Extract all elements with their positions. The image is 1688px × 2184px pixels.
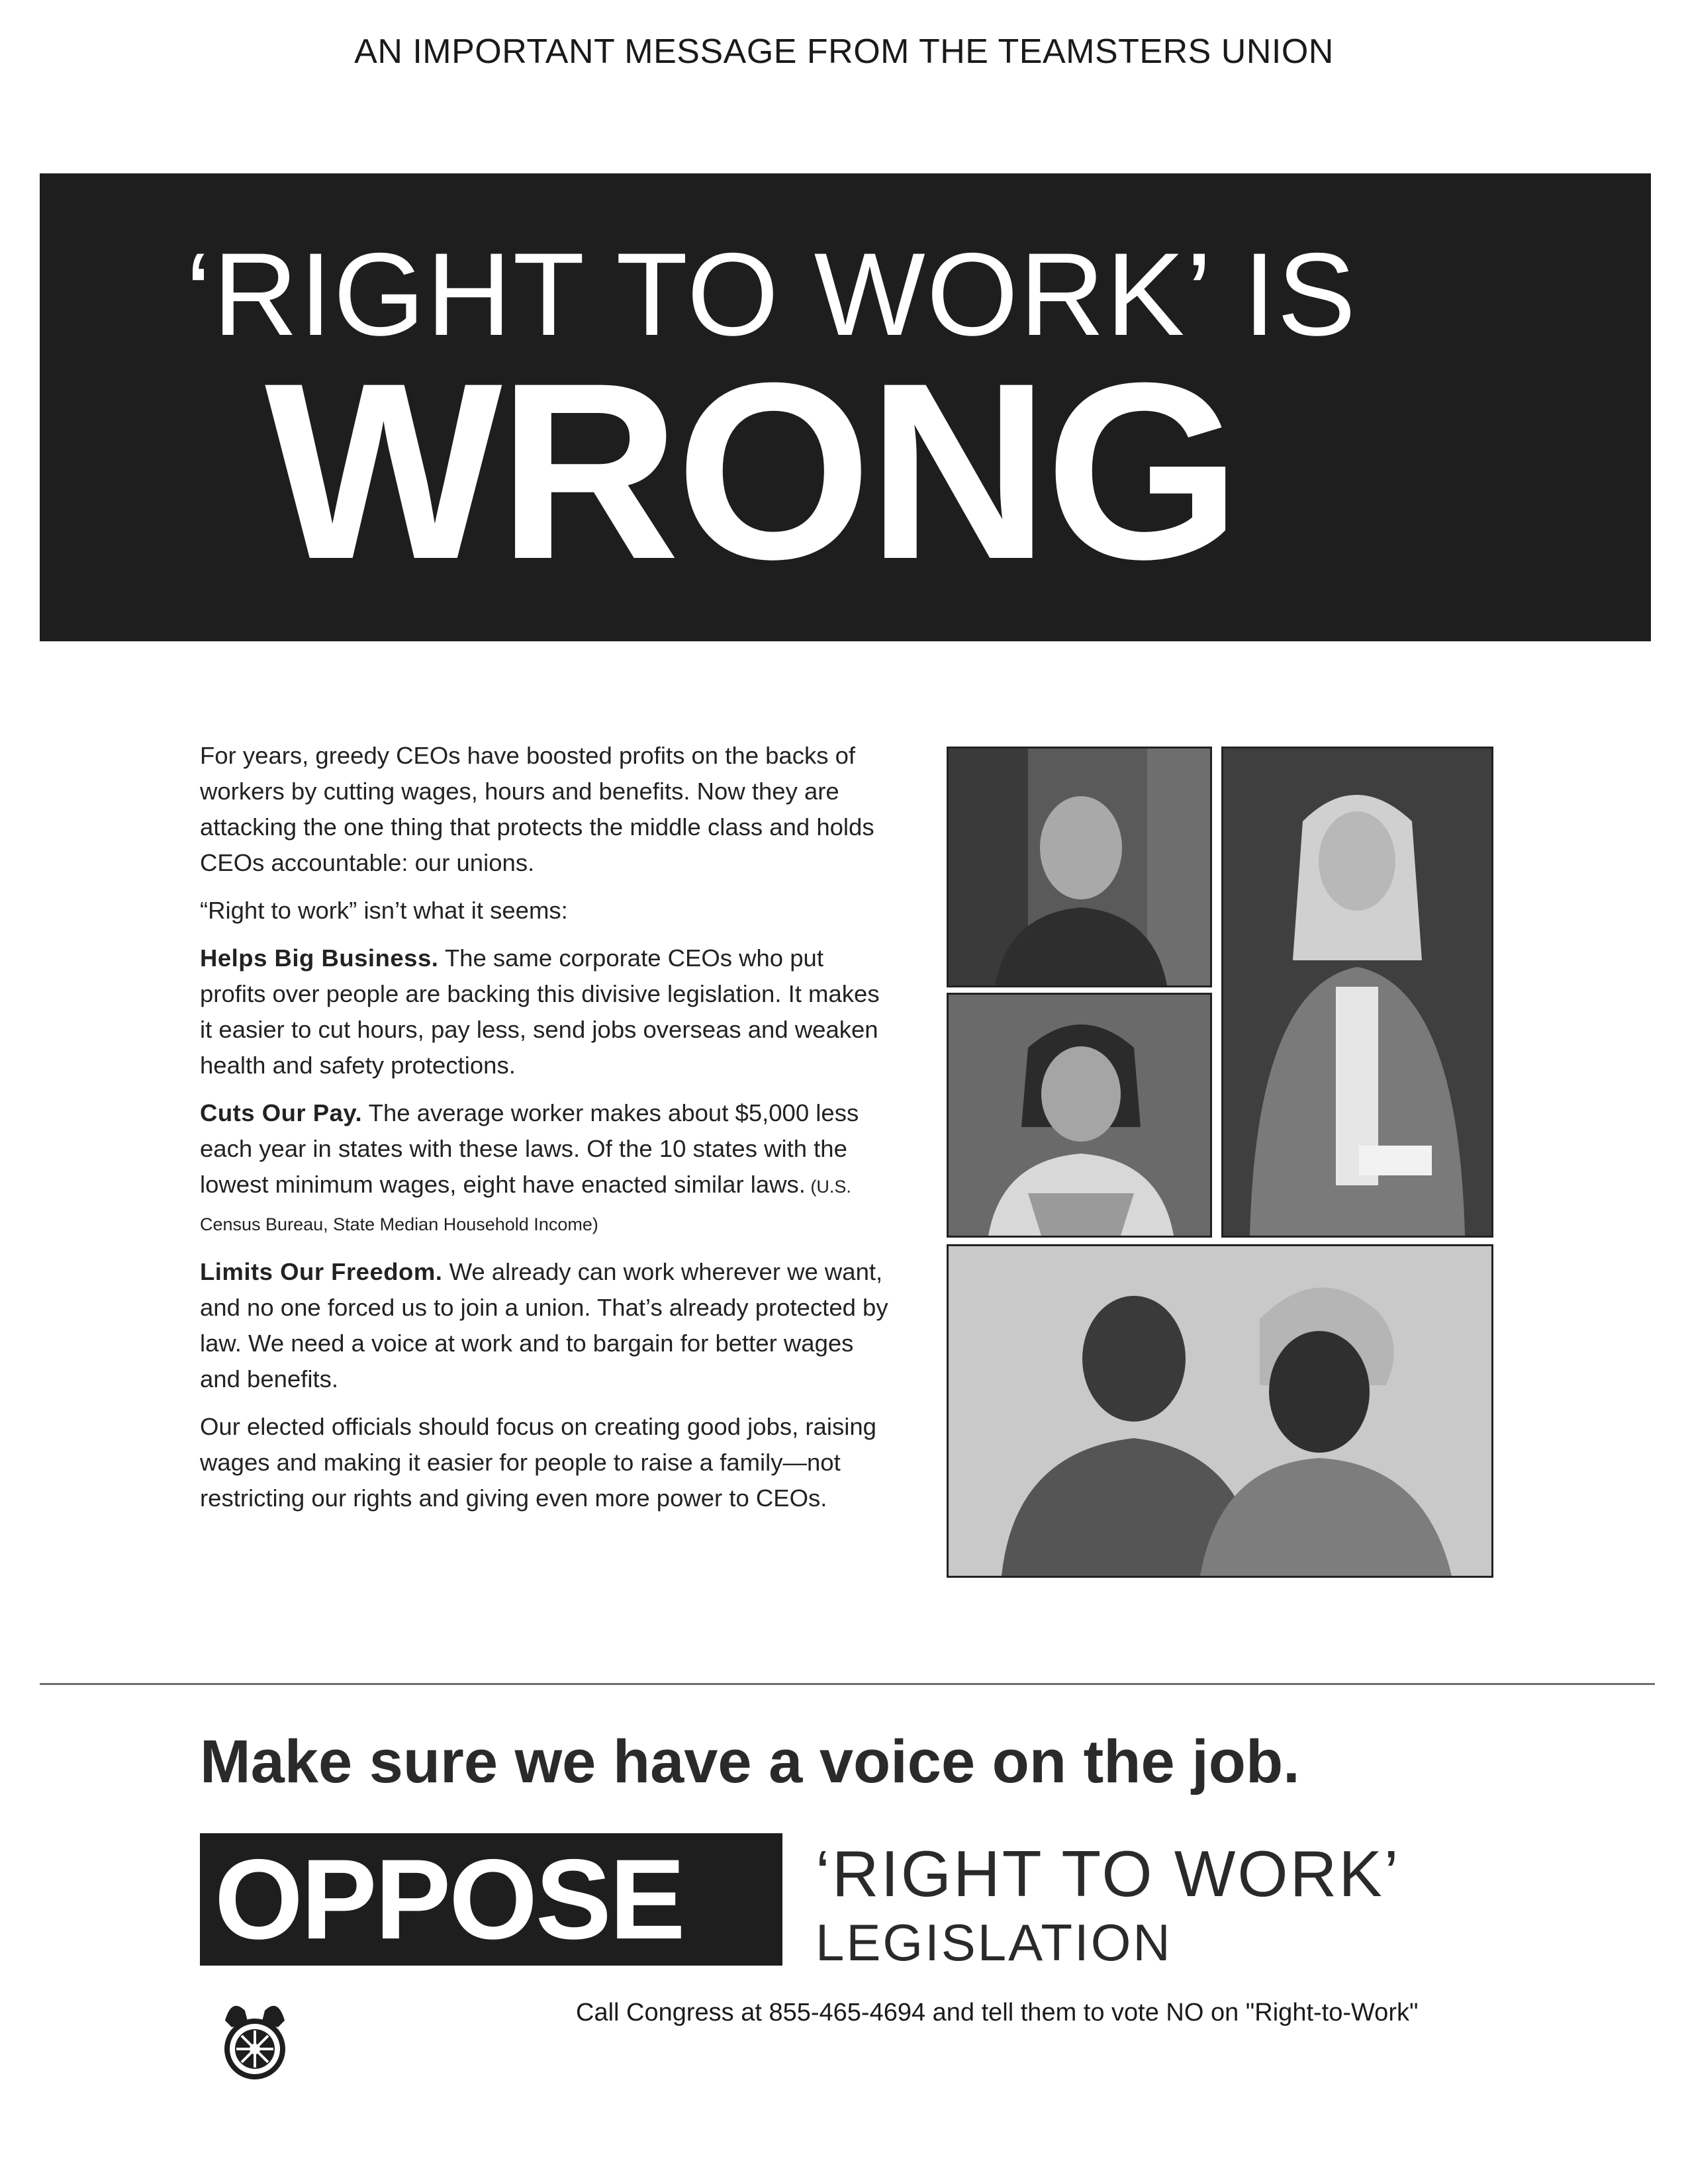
divider-rule [40,1683,1655,1685]
point-cuts-our-pay [200,1095,895,1242]
headline-banner [40,173,1651,641]
man-portrait-image [949,749,1210,985]
point-text: The same corporate CEOs who put profits over people are backing this divisive legislation. It makes it easier to cut hours, pay less, send jobs overseas and weaken health and safety protections. [200,944,880,1079]
point-heading: Cuts Our Pay. [200,1099,363,1126]
top-message: AN IMPORTANT MESSAGE FROM THE TEAMSTERS UNION [354,32,1334,71]
photo-man [947,747,1212,987]
call-to-action: Call Congress at 855-465-4694 and tell them to vote NO on "Right-to-Work" [576,1999,1419,2026]
point-heading: Limits Our Freedom. [200,1258,443,1285]
point-text: We already can work wherever we want, and no one forced us to join a union. That’s already protected by law. We need a voice at work and to bargain for better wages and benefits. [200,1258,888,1392]
photo-couple [947,1244,1493,1578]
point-helps-big-business [200,940,895,1083]
photo-woman-tall [1221,747,1493,1238]
tagline: Make sure we have a voice on the job. [200,1728,1300,1796]
rtw-line2: LEGISLATION [816,1913,1172,1972]
point-heading: Helps Big Business. [200,944,439,972]
couple-portrait-image [949,1246,1491,1576]
point-text: The average worker makes about $5,000 less each year in states with these laws. Of the 10 states with the lowest minimum wages, eight have enacted similar laws. [200,1099,859,1198]
body-copy [200,738,895,1528]
oppose-badge [200,1833,782,1966]
closing-paragraph: Our elected officials should focus on creating good jobs, raising wages and making it easier for people to raise a family—not restricting our rights and giving even more power to CEOs. [200,1413,876,1512]
headline-line1: ‘RIGHT TO WORK’ IS [185,228,1358,360]
woman-2-portrait-image [949,995,1210,1236]
oppose-text: OPPOSE [214,1836,684,1963]
intro-paragraph: For years, greedy CEOs have boosted profits on the backs of workers by cutting wages, hours and benefits. Now they are attacking the one thing that protects the middle class and holds CEOs accountable: our unions. [200,742,874,876]
photo-woman-small [947,993,1212,1238]
headline-line2: WRONG [265,330,1237,612]
point-limits-our-freedom [200,1254,895,1397]
point-citation: (U.S. Census Bureau, State Median Household Income) [200,1177,851,1234]
lead-in-paragraph: “Right to work” isn’t what it seems: [200,897,568,924]
teamsters-logo-icon [212,1991,298,2083]
woman-portrait-image [1223,749,1491,1236]
rtw-line1: ‘RIGHT TO WORK’ [816,1837,1401,1910]
